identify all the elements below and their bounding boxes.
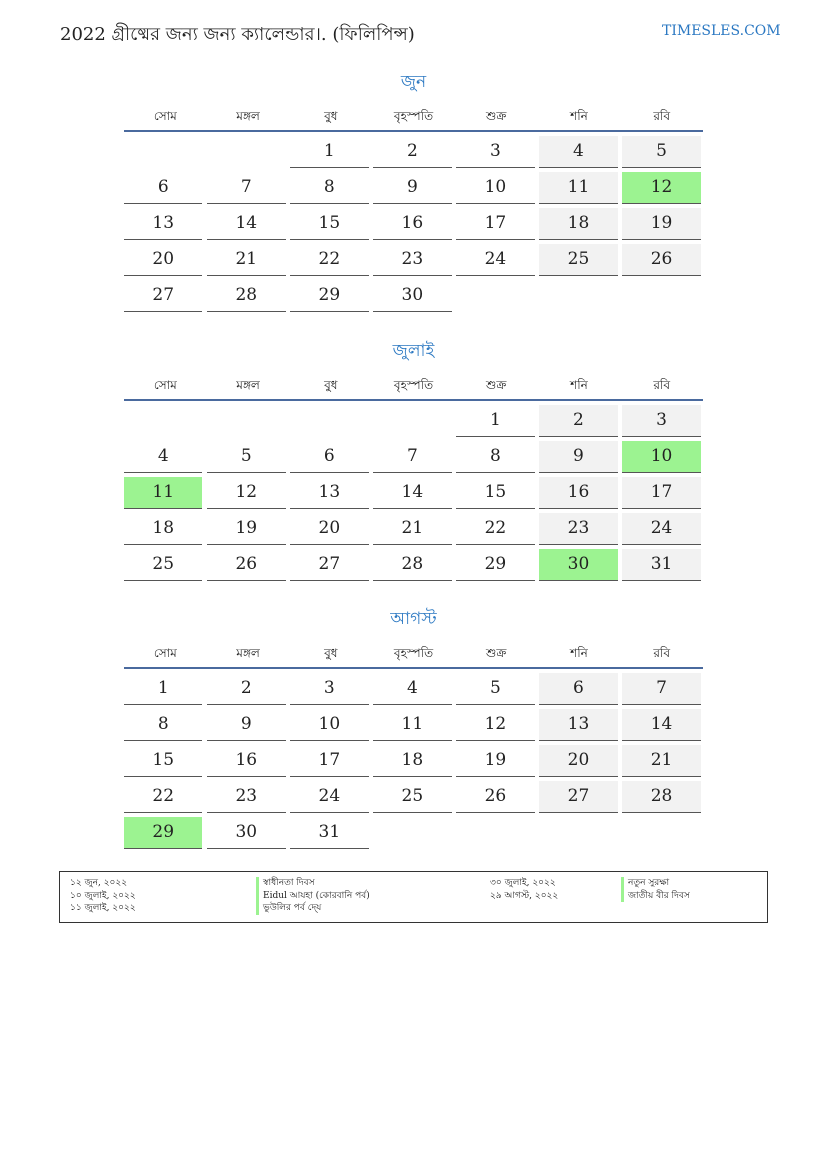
day-cell[interactable]: 12: [622, 172, 700, 204]
weekday-label: বুধ: [324, 646, 338, 660]
legend-date: ১০ জুলাই, ২০২২: [70, 890, 136, 901]
week-row: [124, 777, 703, 813]
weekday-label: সোম: [153, 378, 177, 392]
day-cell[interactable]: 13: [539, 709, 617, 741]
legend-left-dates: [70, 877, 136, 915]
day-cell[interactable]: 10: [622, 441, 700, 473]
day-cell[interactable]: 10: [456, 172, 534, 204]
legend-holiday-name: নতুন সুরক্ষা: [621, 877, 690, 890]
week-row: [124, 741, 703, 777]
weekday-label: সোম: [153, 109, 177, 123]
week-row: [124, 473, 703, 509]
empty-day-cell: [373, 405, 451, 437]
day-cell[interactable]: 30: [373, 280, 451, 312]
day-cell[interactable]: 8: [124, 709, 202, 741]
weekday-label: বৃহস্পতি: [393, 109, 434, 123]
legend-date: ১২ জুন, ২০২২: [70, 878, 128, 888]
weekday-label: বৃহস্পতি: [393, 378, 434, 392]
day-cell[interactable]: 27: [539, 781, 617, 813]
weekday-label: শুক্র: [486, 109, 507, 123]
day-cell[interactable]: 29: [124, 817, 202, 849]
day-cell[interactable]: 4: [124, 441, 202, 473]
weekday-label: মঙ্গল: [236, 109, 260, 123]
day-cell[interactable]: 17: [456, 208, 534, 240]
day-cell[interactable]: 26: [622, 244, 700, 276]
day-cell[interactable]: 16: [207, 745, 285, 777]
day-cell[interactable]: 20: [539, 745, 617, 777]
day-cell[interactable]: 2: [539, 405, 617, 437]
empty-day-cell: [622, 280, 700, 312]
legend-date: ৩০ জুলাই, ২০২২: [490, 878, 556, 888]
day-cell[interactable]: 8: [456, 441, 534, 473]
day-cell[interactable]: 17: [622, 477, 700, 509]
legend-holiday-name: জাতীয় বীর দিবস: [621, 890, 690, 903]
weekday-label: রবি: [653, 646, 671, 660]
empty-day-cell: [124, 136, 202, 168]
day-cell[interactable]: 25: [539, 244, 617, 276]
day-cell[interactable]: 8: [290, 172, 368, 204]
day-cell[interactable]: 20: [124, 244, 202, 276]
week-row: [124, 401, 703, 437]
day-cell[interactable]: 19: [456, 745, 534, 777]
day-cell[interactable]: 18: [539, 208, 617, 240]
month-title: আগস্ট: [390, 609, 437, 629]
day-cell[interactable]: 14: [373, 477, 451, 509]
day-cell[interactable]: 13: [124, 208, 202, 240]
day-cell[interactable]: 21: [373, 513, 451, 545]
day-cell[interactable]: 14: [207, 208, 285, 240]
day-cell[interactable]: 11: [124, 477, 202, 509]
month-july: [124, 340, 703, 581]
day-cell[interactable]: 2: [207, 673, 285, 705]
day-cell[interactable]: 18: [124, 513, 202, 545]
day-cell[interactable]: 10: [290, 709, 368, 741]
day-cell[interactable]: 24: [622, 513, 700, 545]
weekday-label: শনি: [570, 378, 588, 392]
day-cell[interactable]: 1: [290, 136, 368, 168]
day-cell[interactable]: 1: [124, 673, 202, 705]
month-title: জুলাই: [392, 341, 435, 361]
day-cell[interactable]: 12: [207, 477, 285, 509]
day-cell[interactable]: 15: [124, 745, 202, 777]
day-cell[interactable]: 16: [539, 477, 617, 509]
holiday-legend: [59, 871, 768, 923]
day-cell[interactable]: 30: [207, 817, 285, 849]
week-row: [124, 545, 703, 581]
day-cell[interactable]: 14: [622, 709, 700, 741]
weekday-header: [124, 642, 703, 669]
weekday-label: বুধ: [324, 109, 338, 123]
legend-date: ২৯ আগস্ট, ২০২২: [490, 890, 559, 901]
day-cell[interactable]: 25: [373, 781, 451, 813]
day-cell[interactable]: 6: [290, 441, 368, 473]
day-cell[interactable]: 16: [373, 208, 451, 240]
day-cell[interactable]: 11: [539, 172, 617, 204]
day-cell[interactable]: 30: [539, 549, 617, 581]
weekday-label: মঙ্গল: [236, 646, 260, 660]
day-cell[interactable]: 4: [373, 673, 451, 705]
legend-left-names: [256, 877, 370, 915]
empty-day-cell: [290, 405, 368, 437]
day-cell[interactable]: 9: [373, 172, 451, 204]
day-cell[interactable]: 17: [290, 745, 368, 777]
day-cell[interactable]: 20: [290, 513, 368, 545]
day-cell[interactable]: 7: [622, 673, 700, 705]
week-row: [124, 437, 703, 473]
weekday-label: শনি: [570, 646, 588, 660]
day-cell[interactable]: 6: [539, 673, 617, 705]
week-row: [124, 705, 703, 741]
day-cell[interactable]: 9: [539, 441, 617, 473]
day-cell[interactable]: 7: [373, 441, 451, 473]
day-cell[interactable]: 6: [124, 172, 202, 204]
day-cell[interactable]: 7: [207, 172, 285, 204]
empty-day-cell: [456, 280, 534, 312]
day-cell[interactable]: 3: [290, 673, 368, 705]
empty-day-cell: [373, 817, 451, 849]
day-cell[interactable]: 19: [207, 513, 285, 545]
week-row: [124, 168, 703, 204]
day-cell[interactable]: 1: [456, 405, 534, 437]
empty-day-cell: [207, 136, 285, 168]
legend-holiday-name: Eidul আযহা (কোরবানি পর্ব): [256, 890, 370, 903]
day-cell[interactable]: 3: [456, 136, 534, 168]
day-cell[interactable]: 4: [539, 136, 617, 168]
day-cell[interactable]: 22: [124, 781, 202, 813]
weekday-label: শনি: [570, 109, 588, 123]
weekday-label: রবি: [653, 109, 671, 123]
weekday-label: মঙ্গল: [236, 378, 260, 392]
day-cell[interactable]: 28: [622, 781, 700, 813]
legend-holiday-name: স্বাধীনতা দিবস: [256, 877, 370, 890]
day-cell[interactable]: 22: [290, 244, 368, 276]
day-cell[interactable]: 9: [207, 709, 285, 741]
day-cell[interactable]: 25: [124, 549, 202, 581]
weekday-label: শুক্র: [486, 378, 507, 392]
day-cell[interactable]: 24: [456, 244, 534, 276]
day-cell[interactable]: 15: [290, 208, 368, 240]
day-cell[interactable]: 29: [456, 549, 534, 581]
empty-day-cell: [539, 280, 617, 312]
legend-right-names: [621, 877, 690, 902]
day-cell[interactable]: 15: [456, 477, 534, 509]
week-row: [124, 276, 703, 312]
day-cell[interactable]: 26: [207, 549, 285, 581]
empty-day-cell: [539, 817, 617, 849]
week-row: [124, 204, 703, 240]
weekday-label: রবি: [653, 378, 671, 392]
weekday-header: [124, 105, 703, 132]
day-cell[interactable]: 21: [622, 745, 700, 777]
day-cell[interactable]: 5: [456, 673, 534, 705]
day-cell[interactable]: 23: [207, 781, 285, 813]
day-cell[interactable]: 28: [373, 549, 451, 581]
legend-right-dates: [490, 877, 558, 902]
week-row: [124, 669, 703, 705]
empty-day-cell: [124, 405, 202, 437]
empty-day-cell: [207, 405, 285, 437]
month-august: [124, 608, 703, 849]
day-cell[interactable]: 26: [456, 781, 534, 813]
weekday-label: সোম: [153, 646, 177, 660]
day-cell[interactable]: 5: [622, 136, 700, 168]
day-cell[interactable]: 5: [207, 441, 285, 473]
day-cell[interactable]: 24: [290, 781, 368, 813]
day-cell[interactable]: 23: [373, 244, 451, 276]
site-link[interactable]: TIMESLES.COM: [662, 23, 781, 39]
day-cell[interactable]: 23: [539, 513, 617, 545]
week-row: [124, 509, 703, 545]
legend-date: ১১ জুলাই, ২০২২: [70, 903, 136, 913]
weekday-label: বৃহস্পতি: [393, 646, 434, 660]
weekday-header: [124, 374, 703, 401]
day-cell[interactable]: 27: [290, 549, 368, 581]
week-row: [124, 132, 703, 168]
day-cell[interactable]: 12: [456, 709, 534, 741]
weekday-label: শুক্র: [486, 646, 507, 660]
day-cell[interactable]: 13: [290, 477, 368, 509]
day-cell[interactable]: 3: [622, 405, 700, 437]
week-row: [124, 240, 703, 276]
day-cell[interactable]: 18: [373, 745, 451, 777]
day-cell[interactable]: 11: [373, 709, 451, 741]
month-june: [124, 71, 703, 312]
empty-day-cell: [456, 817, 534, 849]
week-row: [124, 813, 703, 849]
day-cell[interactable]: 28: [207, 280, 285, 312]
day-cell[interactable]: 21: [207, 244, 285, 276]
day-cell[interactable]: 22: [456, 513, 534, 545]
day-cell[interactable]: 29: [290, 280, 368, 312]
day-cell[interactable]: 31: [622, 549, 700, 581]
weekday-label: বুধ: [324, 378, 338, 392]
day-cell[interactable]: 27: [124, 280, 202, 312]
day-cell[interactable]: 2: [373, 136, 451, 168]
day-cell[interactable]: 31: [290, 817, 368, 849]
month-title: জুন: [400, 72, 427, 92]
page-title: 2022 গ্রীষ্মের জন্য জন্য ক্যালেন্ডার।. (ফিলিপিন্স): [60, 24, 415, 45]
empty-day-cell: [622, 817, 700, 849]
legend-holiday-name: ভুউলির পর্ব দে্য: [256, 902, 370, 915]
day-cell[interactable]: 19: [622, 208, 700, 240]
